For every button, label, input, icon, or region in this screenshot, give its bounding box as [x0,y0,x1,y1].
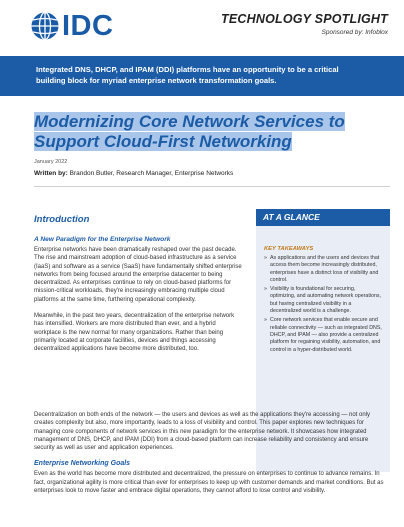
intro-column [34,214,242,354]
spotlight-block [221,12,388,36]
body-section [34,408,390,495]
sponsor-line: Sponsored by: Infoblox [321,29,388,36]
takeaway-item [264,317,382,353]
takeaway-item [264,255,382,284]
goals-heading: Enterprise Networking Goals [34,460,131,468]
author-label: Written by: [34,170,68,177]
bullet-icon: » [264,317,267,324]
intro-heading: Introduction [34,214,90,225]
section-divider [34,186,390,187]
takeaway-text: Core network services that enable secure and reliable connectivity — such as integrated DNS, DHCP, and IPAM — also provide a centralized platform for regaining visibility, automation, and control in a hyper-distributed world. [270,317,382,353]
sidebar-body [256,226,390,354]
title-line-2: Support Cloud-First Networking [34,132,292,151]
banner-text: Integrated DNS, DHCP, and IPAM (DDI) platforms have an opportunity to be a critical building block for myriad enterprise network transformation goals. [36,65,339,85]
key-takeaways-label: KEY TAKEAWAYS [264,246,314,252]
takeaway-item [264,286,382,315]
summary-banner [0,56,404,96]
body-paragraph-3: Decentralization on both ends of the network — the users and devices as well as the applications they're accessing — not only creates complexity but also, more importantly, leads to a loss of visibility and control. This paper explores new techniques for managing core components of network services in this new paradigm for the enterprise network. It showcases how integrated management of DNS, DHCP, and IPAM (DDI) from a cloud-based platform can increase reliability and consistency and ensure security as well as user and application experiences. [34,412,370,452]
author-line [34,170,394,177]
publish-date: January 2022 [34,159,68,165]
title-line-1: Modernizing Core Network Services to [34,112,345,131]
takeaway-text: As applications and the users and devices that access them become increasingly distributed, enterprises have a distinct loss of visibility and control. [270,255,380,283]
intro-paragraph-2: Meanwhile, in the past two years, decentralization of the enterprise network has intensified. Workers are more distributed than ever, and a hybrid workplace is the new normal for many organizations. Rather than being primarily located at corporate facilities, devices and things accessing decentralized applications have become more distributed, too. [34,313,235,353]
intro-subheading: A New Paradigm for the Enterprise Network [34,236,171,243]
bullet-icon: » [264,286,267,293]
spotlight-title: TECHNOLOGY SPOTLIGHT [221,12,388,26]
intro-paragraph-1: Enterprise networks have been dramatically reshaped over the past decade. The rise and mainstream adoption of cloud-based infrastructure as a service (IaaS) and software as a service (SaaS) have fundamentally shifted enterprise networks from being focused around the enterprise datacenter to being decentralized. As enterprises continue to rely on cloud-based platforms for mission-critical workloads, they're increasingly embracing multiple cloud platforms at the same time, furthering operational complexity. [34,247,242,303]
globe-icon [30,11,60,41]
idc-logo [30,11,113,41]
document-title [34,112,394,152]
author-value: Brandon Butler, Research Manager, Enterprise Networks [67,170,234,177]
page-header [0,0,404,52]
title-block [34,112,394,177]
bullet-icon: » [264,255,267,261]
takeaway-text: Visibility is foundational for securing, optimizing, and automating network operations, but having centralized visibility in a decentralized world is a challenge. [270,286,382,315]
sidebar-header [256,209,390,226]
body-paragraph-4: Even as the world has become more distributed and decentralized, the pressure on enterprises to continue to advance remains. In fact, organizational agility is more critical than ever for enterprises to keep up with customer demands and market conditions. But as enterprises look to move faster and embrace digital operations, they cannot afford to lose control and visibility. [34,471,384,495]
sidebar-title: AT A GLANCE [263,212,320,222]
logo-wordmark: IDC [62,10,114,42]
